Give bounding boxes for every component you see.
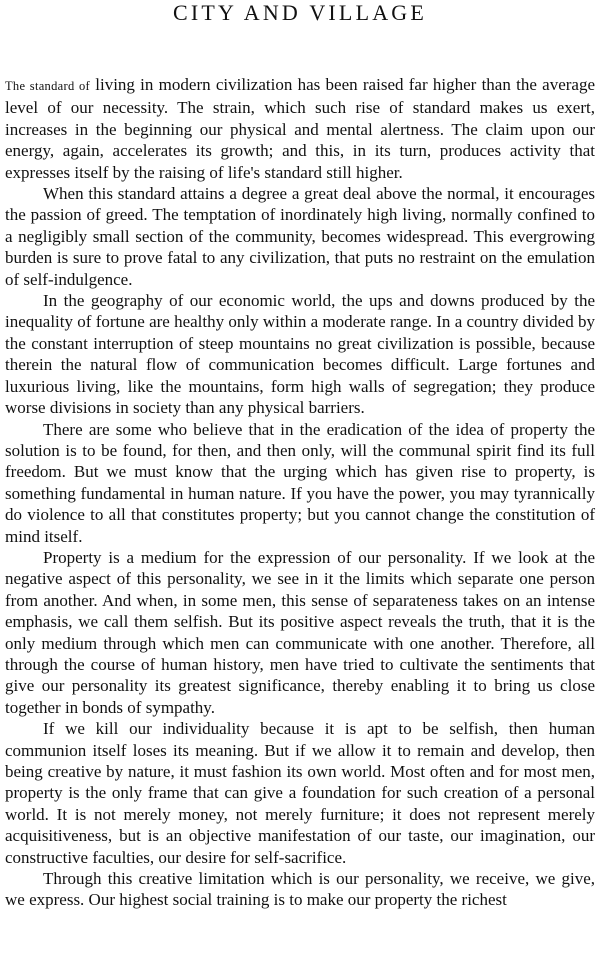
chapter-title: CITY AND VILLAGE	[172, 0, 428, 25]
paragraph-5: Property is a medium for the expression of our personality. If we look at the negative aspect of this personality, we see in it the limits which separate one person from another. And when, in some men, this sense of separateness takes on an intense emphasis, we call them selfish. But its positive aspect reveals the truth, that it is the only medium through which men can communicate with one another. Therefore, all through the course of human history, men have tried to cultivate the sentiments that give our personality its greatest significance, thereby enabling it to bring us close together in bonds of sympathy.	[5, 547, 595, 717]
paragraph-3: In the geography of our economic world, the ups and downs produced by the inequality of fortune are healthy only within a moderate range. In a country divided by the constant interruption of steep mountains no great civilization is possible, because therein the natural flow of communication becomes difficult. Large fortunes and luxurious living, like the mountains, form high walls of segregation; they produce worse divisions in society than any physical barriers.	[5, 291, 595, 418]
paragraph-2: When this standard attains a degree a great deal above the normal, it encourages the passion of greed. The temptation of inordinately high living, normally confined to a negligibly small section of the community, becomes widespread. This evergrowing burden is sure to prove fatal to any civilization, that puts no restraint on the emulation of self-indulgence.	[5, 184, 595, 289]
paragraph-1-text: living in modern civilization has been raised far higher than the average level of our necessity. The strain, which such rise of standard makes us exert, increases in the beginning our physical and mental alertness. The claim upon our energy, again, accelerates its growth; and this, in its turn, produces activity that expresses itself by the raising of life's standard still higher.	[5, 75, 595, 182]
body-text	[5, 74, 595, 911]
paragraph-4: There are some who believe that in the eradication of the idea of property the solution is to be found, for then, and then only, will the communal spirit find its full freedom. But we must know that the urging which has given rise to property, is something fundamental in human nature. If you have the power, you may tyrannically do violence to all that constitutes property; but you cannot change the constitution of mind itself.	[5, 419, 595, 546]
paragraph-1	[5, 74, 595, 183]
paragraph-6: If we kill our individuality because it is apt to be selfish, then human communion itself loses its meaning. But if we allow it to remain and develop, then being creative by nature, it must fashion its own world. Most often and for most men, property is the only frame that can give a foundation for such creation of a personal world. It is not merely money, not merely furniture; it does not represent merely acquisitiveness, but is an objective manifestation of our taste, our imagination, our constructive faculties, our desire for self-sacrifice.	[5, 719, 595, 867]
paragraph-7: Through this creative limitation which is our personality, we receive, we give, we express. Our highest social training is to make our property the richest	[5, 869, 595, 910]
lead-smallcaps: The standard of	[5, 79, 90, 93]
book-page	[5, 0, 595, 911]
